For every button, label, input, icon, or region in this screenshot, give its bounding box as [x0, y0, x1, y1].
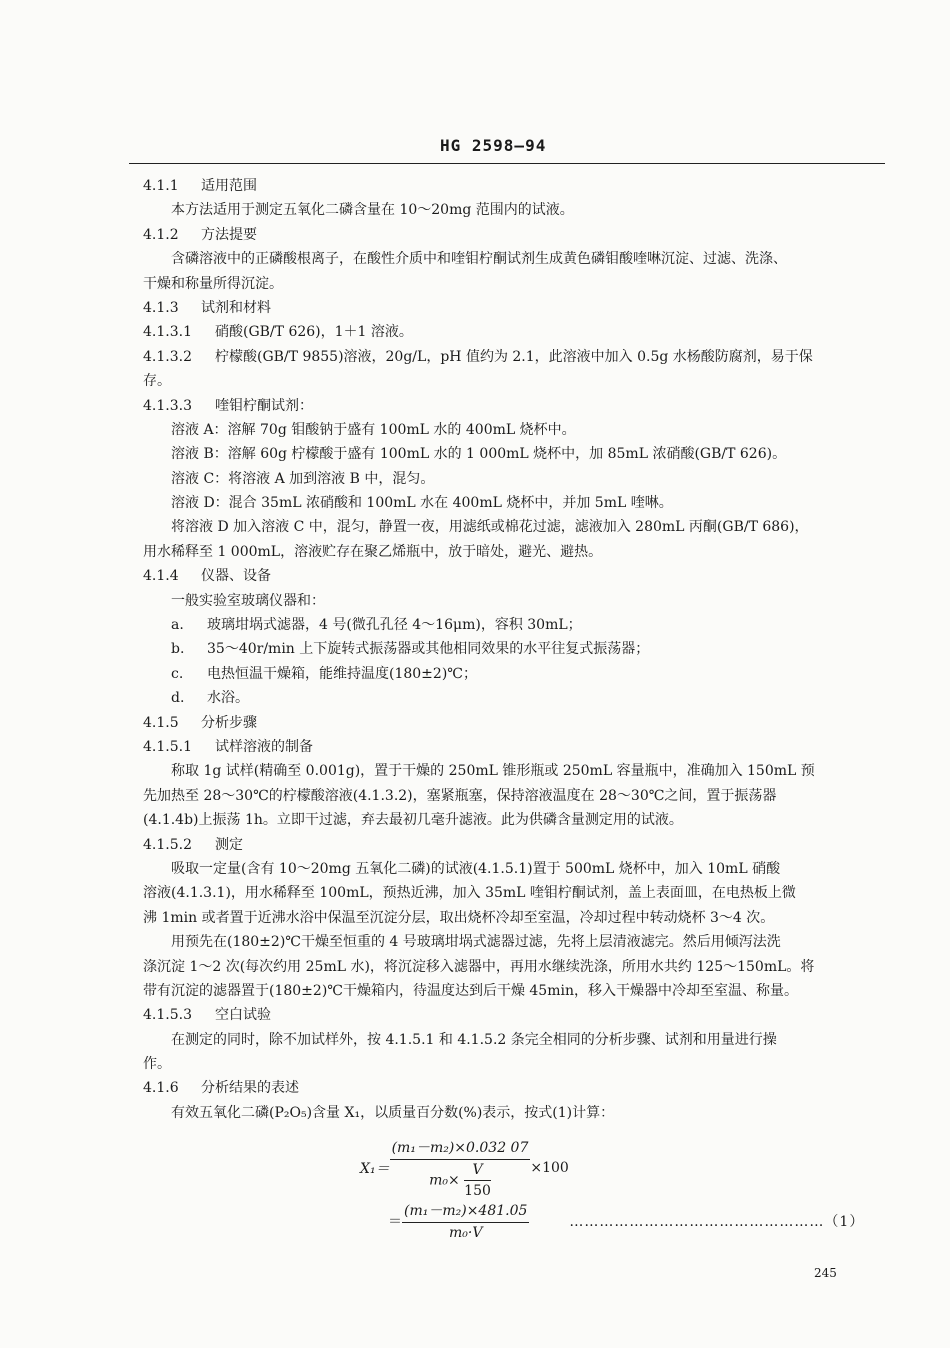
formula-fraction-2: [402, 1200, 529, 1241]
section-number: 4.1.5.3: [143, 1007, 192, 1024]
section-number: 4.1.3.1: [143, 324, 192, 341]
formula-numerator-1: (m₁－m₂)×0.032 07: [390, 1137, 531, 1160]
paragraph-continuation: 作。: [143, 1056, 171, 1073]
section-heading: [143, 564, 875, 588]
list-marker: d.: [171, 690, 185, 707]
paragraph-line: 一般实验室玻璃仪器和：: [171, 592, 325, 609]
document-header: HG 2598—94: [440, 136, 547, 155]
paragraph-continuation: 先加热至 28～30℃的柠檬酸溶液(4.1.3.2)，塞紧瓶塞，保持溶液温度在 28～30℃之间，置于振荡器: [143, 787, 777, 804]
list-marker: b.: [171, 641, 185, 658]
list-item: [143, 662, 875, 686]
formula-eq2: ＝: [388, 1213, 402, 1230]
paragraph-continuation: (4.1.4b)上振荡 1h。立即干过滤，弃去最初几毫升滤液。此为供磷含量测定用的试液。: [143, 812, 683, 829]
paragraph-line: 溶液 A：溶解 70g 钼酸钠于盛有 100mL 水的 400mL 烧杯中。: [171, 421, 576, 438]
formula-denominator-2: m₀·V: [448, 1225, 483, 1241]
section-title: 喹钼柠酮试剂：: [215, 397, 313, 414]
page-number: 245: [814, 1266, 837, 1280]
list-marker: a.: [171, 617, 184, 634]
list-item: [143, 686, 875, 710]
formula-numerator-2: (m₁－m₂)×481.05: [402, 1200, 529, 1223]
formula-den-m0: m₀×: [429, 1172, 460, 1189]
section-heading: [143, 1003, 875, 1027]
section-number: 4.1.3.3: [143, 397, 192, 414]
section-heading: [143, 223, 875, 247]
section-heading: [143, 711, 875, 735]
formula-inner-top: V: [464, 1162, 491, 1181]
section-number: 4.1.6: [143, 1080, 179, 1097]
section-heading: [143, 320, 875, 344]
paragraph-continuation: 溶液(4.1.3.1)，用水稀释至 100mL，预热近沸，加入 35mL 喹钼柠酮试剂，盖上表面皿，在电热板上微: [143, 885, 796, 902]
section-title: 分析步骤: [201, 714, 257, 731]
paragraph-line: 将溶液 D 加入溶液 C 中，混匀，静置一夜，用滤纸或棉花过滤，滤液加入 280mL 丙酮(GB/T 686)，: [171, 519, 809, 536]
formula-inner-bottom: 150: [464, 1183, 491, 1199]
paragraph-line: 称取 1g 试样(精确至 0.001g)，置于干燥的 250mL 锥形瓶或 250mL 容量瓶中，准确加入 150mL 预: [171, 763, 815, 780]
section-number: 4.1.2: [143, 226, 179, 243]
paragraph-line: 含磷溶液中的正磷酸根离子，在酸性介质中和喹钼柠酮试剂生成黄色磷钼酸喹啉沉淀、过滤、洗涤、: [171, 251, 787, 268]
section-number: 4.1.3: [143, 299, 179, 316]
formula-denominator-1: [390, 1160, 531, 1199]
paragraph-line: 用预先在(180±2)℃干燥至恒重的 4 号玻璃坩埚式滤器过滤，先将上层清液滤完。然后用倾泻法洗: [171, 934, 781, 951]
formula-lhs: X₁＝: [360, 1161, 390, 1177]
paragraph-line: 有效五氧化二磷(P₂O₅)含量 X₁，以质量百分数(%)表示，按式(1)计算：: [171, 1104, 615, 1121]
paragraph-continuation: 涤沉淀 1～2 次(每次约用 25mL 水)，将沉淀移入滤器中，再用水继续洗涤，所用水共约 125～150mL。将: [143, 958, 815, 975]
section-heading: [143, 174, 875, 198]
list-item: [143, 613, 875, 637]
section-title: 硝酸(GB/T 626)，1＋1 溶液。: [215, 324, 413, 341]
section-title: 试剂和材料: [201, 299, 271, 316]
section-number: 4.1.4: [143, 568, 179, 585]
list-item-text: 玻璃坩埚式滤器，4 号(微孔孔径 4～16μm)，容积 30mL；: [207, 617, 582, 634]
paragraph-line: 溶液 C：将溶液 A 加到溶液 B 中，混匀。: [171, 470, 435, 487]
section-title: 柠檬酸(GB/T 9855)溶液，20g/L，pH 值约为 2.1，此溶液中加入 0.5g 水杨酸防腐剂，易于保: [215, 348, 813, 365]
paragraph-line: 在测定的同时，除不加试样外，按 4.1.5.1 和 4.1.5.2 条完全相同的分析步骤、试剂和用量进行操: [171, 1031, 777, 1048]
section-title: 适用范围: [201, 178, 257, 194]
section-number: 4.1.5: [143, 714, 179, 731]
paragraph-continuation: 干燥和称量所得沉淀。: [143, 275, 283, 292]
section-heading: [143, 296, 875, 320]
section-heading: [143, 345, 875, 369]
paragraph-continuation: 沸 1min 或者置于近沸水浴中保温至沉淀分层，取出烧杯冷却至室温，冷却过程中转动烧杯 3～4 次。: [143, 909, 775, 926]
paragraph-line: 本方法适用于测定五氧化二磷含量在 10～20mg 范围内的试液。: [171, 202, 574, 219]
paragraph-line: 溶液 B：溶解 60g 柠檬酸于盛有 100mL 水的 1 000mL 烧杯中，加 85mL 浓硝酸(GB/T 626)。: [171, 446, 787, 463]
list-item-text: 水浴。: [207, 690, 249, 707]
formula-inner-fraction: [464, 1162, 491, 1199]
header-rule: [129, 163, 885, 164]
formula-fraction-1: [390, 1137, 531, 1199]
paragraph-continuation: 存。: [143, 373, 171, 390]
formula-1: [360, 1138, 864, 1241]
section-heading: [143, 394, 875, 418]
section-heading: [143, 833, 875, 857]
section-number: 4.1.5.1: [143, 738, 192, 755]
formula-leader: ……………………………………………（1）: [569, 1213, 865, 1230]
section-title: 试样溶液的制备: [215, 738, 313, 755]
paragraph-continuation: 带有沉淀的滤器置于(180±2)℃干燥箱内，待温度达到后干燥 45min，移入干燥器中冷却至室温、称量。: [143, 982, 798, 999]
section-heading: [143, 735, 875, 759]
section-title: 仪器、设备: [201, 568, 271, 585]
section-number: 4.1.5.2: [143, 836, 192, 853]
paragraph-line: 吸取一定量(含有 10～20mg 五氧化二磷)的试液(4.1.5.1)置于 500mL 烧杯中，加入 10mL 硝酸: [171, 860, 781, 877]
paragraph-line: 溶液 D：混合 35mL 浓硝酸和 100mL 水在 400mL 烧杯中，并加 5mL 喹啉。: [171, 495, 673, 512]
paragraph-continuation: 用水稀释至 1 000mL，溶液贮存在聚乙烯瓶中，放于暗处，避光、避热。: [143, 543, 603, 560]
section-title: 分析结果的表述: [201, 1080, 299, 1097]
section-title: 测定: [215, 836, 243, 853]
list-item: [143, 637, 875, 661]
section-title: 空白试验: [215, 1007, 271, 1024]
section-number: 4.1.1: [143, 178, 179, 194]
section-number: 4.1.3.2: [143, 348, 192, 365]
section-heading: [143, 1076, 875, 1100]
document-body: [143, 174, 875, 1125]
formula-times100: ×100: [530, 1160, 569, 1176]
list-item-text: 电热恒温干燥箱，能维持温度(180±2)℃；: [207, 665, 477, 682]
section-title: 方法提要: [201, 226, 257, 243]
list-marker: c.: [171, 665, 184, 682]
list-item-text: 35～40r/min 上下旋转式振荡器或其他相同效果的水平往复式振荡器；: [207, 641, 650, 658]
